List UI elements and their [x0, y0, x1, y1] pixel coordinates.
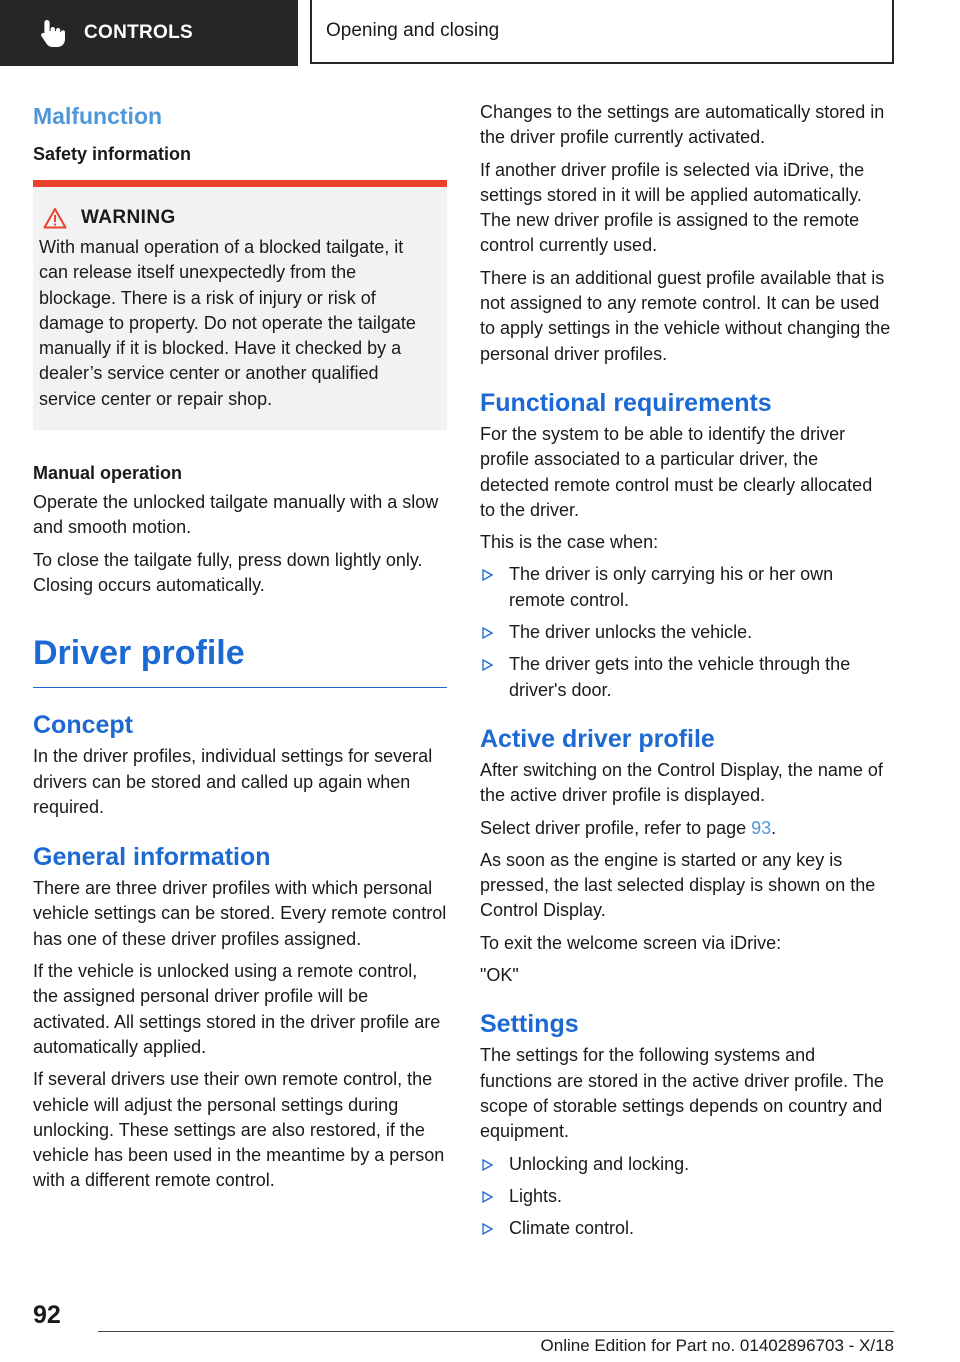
warning-text: With manual operation of a blocked tailgate, it can release itself unexpectedly from the blockage. There is a risk of injury or risk of damage to property. Do not operate the tailgate manually if it is blocked. Have it checked by a dealer’s service center or another qualified service center or repair shop.	[39, 237, 416, 409]
list-item	[480, 1152, 892, 1177]
left-column	[33, 100, 447, 1201]
paragraph: Operate the unlocked tailgate manually with a slow and smooth motion.	[33, 492, 439, 538]
heading-rule	[33, 687, 447, 688]
paragraph: To exit the welcome screen via iDrive:	[480, 932, 782, 953]
heading-driver-profile: Driver profile	[33, 634, 245, 673]
section-label: CONTROLS	[84, 22, 194, 43]
heading-safety-information: Safety information	[33, 144, 192, 164]
right-column	[480, 100, 892, 1248]
heading-settings: Settings	[480, 1010, 579, 1039]
warning-title	[39, 207, 437, 229]
list-item-text: Lights.	[509, 1185, 563, 1206]
list-triangle-icon	[482, 1223, 493, 1235]
paragraph: If another driver profile is selected via iDrive, the settings stored in it will be applied automatically. The new driver profile is assigned to the remote control currently used.	[480, 159, 865, 256]
paragraph: The settings for the following systems and functions are stored in the active driver profile. The scope of storable settings depends on country and equipment.	[480, 1045, 884, 1142]
paragraph-page-reference	[480, 816, 892, 841]
reference-text: Select driver profile, refer to page	[480, 817, 752, 838]
warning-box	[33, 180, 447, 430]
chapter-label: Opening and closing	[326, 20, 500, 41]
settings-list	[480, 1152, 892, 1242]
list-item	[480, 1184, 892, 1209]
paragraph: If several drivers use their own remote control, the vehicle will adjust the personal settings during unlocking. These settings are also restored, if the vehicle has been used in the meantime by a person with a different remote control.	[33, 1069, 445, 1191]
heading-general-information: General information	[33, 843, 271, 872]
chapter-tab[interactable]	[310, 0, 894, 64]
list-triangle-icon	[482, 627, 493, 639]
list-item-text: Climate control.	[509, 1218, 635, 1239]
paragraph: Changes to the settings are automatically stored in the driver profile currently activated.	[480, 102, 885, 148]
paragraph: For the system to be able to identify the driver profile associated to a particular driver, the detected remote control must be clearly allocated to the driver.	[480, 423, 873, 520]
paragraph: There are three driver profiles with which personal vehicle settings can be stored. Every remote control has one of these driver profiles assigned.	[33, 878, 447, 949]
paragraph: As soon as the engine is started or any key is pressed, the last selected display is shown on the Control Display.	[480, 849, 876, 921]
list-triangle-icon	[482, 1159, 493, 1171]
list-triangle-icon	[482, 659, 493, 671]
heading-malfunction: Malfunction	[33, 103, 163, 129]
list-item-text: Unlocking and locking.	[509, 1153, 690, 1174]
paragraph: After switching on the Control Display, the name of the active driver profile is displayed.	[480, 759, 883, 806]
list-item	[480, 562, 892, 613]
section-tab[interactable]	[0, 0, 298, 66]
edition-text: Online Edition for Part no. 01402896703 - X/18	[540, 1336, 894, 1355]
list-item	[480, 652, 892, 703]
list-item-text: The driver gets into the vehicle through the driver's door.	[509, 654, 851, 700]
paragraph: "OK"	[480, 965, 519, 986]
heading-active-driver-profile: Active driver profile	[480, 724, 715, 753]
page-link[interactable]: 93	[751, 817, 772, 838]
list-triangle-icon	[482, 569, 493, 581]
warning-label: WARNING	[81, 207, 176, 228]
warning-triangle-icon	[43, 207, 67, 229]
paragraph: This is the case when:	[480, 532, 659, 553]
list-item	[480, 1216, 892, 1241]
page-header	[0, 0, 960, 66]
page-number: 92	[33, 1301, 61, 1329]
paragraph: There is an additional guest profile available that is not assigned to any remote control. It can be used to apply settings in the vehicle without changing the personal driver profiles.	[480, 267, 891, 364]
requirements-list	[480, 562, 892, 702]
heading-manual-operation: Manual operation	[33, 463, 183, 484]
list-item	[480, 620, 892, 645]
list-triangle-icon	[482, 1191, 493, 1203]
heading-concept: Concept	[33, 711, 133, 740]
list-item-text: The driver is only carrying his or her own remote control.	[509, 564, 834, 610]
footer-rule	[98, 1331, 894, 1332]
list-item-text: The driver unlocks the vehicle.	[509, 622, 753, 643]
paragraph: To close the tailgate fully, press down lightly only. Closing occurs automatically.	[33, 549, 423, 595]
paragraph: In the driver profiles, individual settings for several drivers can be stored and called up again when required.	[33, 746, 433, 817]
paragraph: If the vehicle is unlocked using a remote control, the assigned personal driver profile will be activated. All settings stored in the driver profile are automatically applied.	[33, 961, 441, 1057]
heading-functional-requirements: Functional requirements	[480, 388, 772, 417]
reference-end: .	[771, 817, 777, 838]
hand-pointer-icon	[36, 17, 68, 49]
